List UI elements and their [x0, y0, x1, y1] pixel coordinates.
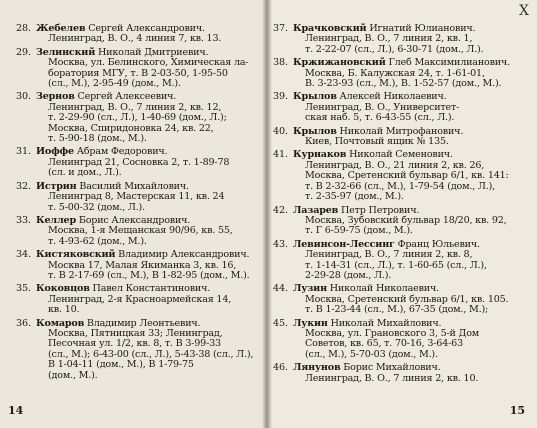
directory-entry: [273, 240, 531, 282]
entry-name: [36, 250, 260, 260]
given-names: Петр Петрович.: [340, 204, 420, 216]
surname: Кистяковский: [36, 249, 116, 261]
given-names: Николай Михайлович.: [330, 317, 442, 329]
entry-number: 46.: [273, 362, 288, 374]
surname: Истрин: [36, 180, 77, 192]
entry-body: [36, 284, 260, 315]
page-number: 14: [8, 404, 24, 417]
given-names: Николай Дмитриевич.: [98, 46, 209, 58]
address-line: Москва, Спиридоновка 24, кв. 22,: [48, 122, 214, 134]
address-line: т. 1-14-31 (сл., Л.), т. 1-60-65 (сл., Л.),: [305, 259, 487, 271]
entry-number: 28.: [16, 23, 31, 34]
entry-number: 45.: [273, 317, 288, 329]
entry-body: [293, 363, 531, 384]
address-line: Ленинград, В. О., 4 линия 7, кв. 13.: [48, 33, 222, 45]
surname: Лазарев: [293, 204, 339, 216]
directory-entry: [273, 319, 531, 361]
directory-entry: [273, 150, 531, 202]
address-line: (сл. и дом., Л.).: [48, 167, 122, 179]
entry-number: 39.: [273, 91, 288, 103]
entry-body: [36, 147, 260, 178]
left-page: [0, 0, 266, 428]
address-line: (сл., М.), 2-95-49 (дом., М.).: [48, 78, 181, 90]
surname: Иоффе: [36, 146, 74, 158]
directory-entry: [16, 319, 260, 381]
surname: Крачковский: [293, 23, 367, 34]
address-line: т. В 2-17-69 (сл., М.), В 1-82-95 (дом., М.).: [48, 269, 250, 281]
address-line: (сл., М.); 6-43-00 (сл., Л.), 5-43-38 (сл., Л.),: [48, 348, 254, 360]
entry-number: 33.: [16, 214, 31, 226]
entry-number: 34.: [16, 249, 31, 261]
surname: Жебелев: [36, 23, 86, 34]
entry-body: [293, 24, 531, 55]
surname: Левинсон-Лессинг: [293, 238, 395, 250]
address-line: (сл., М.), 5-70-03 (дом., М.).: [305, 348, 438, 360]
address-line: Ленинград 8, Мастерская 11, кв. 24: [48, 191, 225, 203]
surname: Зелинский: [36, 46, 96, 58]
given-names: Глеб Максимилианович.: [388, 57, 510, 69]
page-number: 15: [509, 404, 525, 417]
directory-entry: [273, 127, 531, 148]
entry-number: 36.: [16, 317, 31, 329]
address-line: т. В 1-23-44 (сл., М.), 67-35 (дом., М.);: [305, 304, 489, 316]
address-line: т. 5-90-18 (дом., М.).: [48, 133, 147, 145]
entry-body: [293, 284, 531, 315]
entry-list: [16, 24, 260, 381]
surname: Келлер: [36, 214, 76, 226]
directory-entry: [273, 92, 531, 123]
given-names: Владимир Александрович.: [118, 249, 250, 261]
address-line: т. 4-93-62 (дом., М.).: [48, 235, 147, 247]
directory-entry: [16, 250, 260, 281]
entry-body: [36, 182, 260, 213]
entry-number: 35.: [16, 283, 31, 295]
entry-number: 31.: [16, 146, 31, 158]
book-gutter: [262, 0, 272, 428]
entry-body: [36, 319, 260, 381]
directory-entry: [16, 24, 260, 45]
address-line: Ленинград, В. О., 21 линия 2, кв. 26,: [305, 159, 485, 171]
given-names: Владимир Леонтьевич.: [86, 317, 201, 329]
given-names: Борис Александрович.: [78, 214, 191, 226]
entry-body: [293, 150, 531, 202]
address-line: Москва 17, Малая Якиманка 3, кв. 16,: [48, 259, 237, 271]
address-line: Ленинград, В. О., 7 линия 2, кв. 8,: [305, 249, 473, 261]
directory-entry: [273, 363, 531, 384]
given-names: Борис Михайлович.: [343, 362, 441, 374]
given-names: Николай Николаевич.: [329, 283, 439, 295]
entry-body: [36, 216, 260, 247]
address-line: Москва, Сретенский бульвар 6/1, кв. 141:: [305, 170, 509, 182]
entry-body: [293, 92, 531, 123]
address-line: т. 2-22-07 (сл., Л.), 6-30-71 (дом., Л.).: [305, 43, 484, 55]
given-names: Сергей Алексеевич.: [77, 91, 177, 103]
entry-body: [36, 24, 260, 45]
entry-number: 32.: [16, 180, 31, 192]
entry-body: [293, 127, 531, 148]
address-line: Москва, Зубовский бульвар 18/20, кв. 92,: [305, 214, 507, 226]
address-line: т. 2-29-90 (сл., Л.), 1-40-69 (дом., Л.);: [48, 112, 227, 124]
handwritten-mark: X: [519, 3, 529, 19]
given-names: Алексей Николаевич.: [339, 91, 447, 103]
directory-entry: [16, 284, 260, 315]
surname: Курнаков: [293, 149, 347, 161]
address-line: Ленинград 21, Сосновка 2, т. 1-89-78: [48, 156, 230, 168]
given-names: Николай Семенович.: [349, 149, 453, 161]
entry-number: 38.: [273, 57, 288, 69]
address-line: Ленинград, В. О., Университет-: [305, 101, 460, 113]
surname: Кржижановский: [293, 57, 386, 69]
entry-number: 43.: [273, 238, 288, 250]
entry-number: 29.: [16, 46, 31, 58]
entry-body: [293, 319, 531, 361]
given-names: Василий Михайлович.: [79, 180, 189, 192]
entry-number: 42.: [273, 204, 288, 216]
directory-entry: [16, 182, 260, 213]
entry-body: [293, 206, 531, 237]
address-line: Ленинград, В. О., 7 линия 2, кв. 12,: [48, 101, 222, 113]
entry-number: 41.: [273, 149, 288, 161]
directory-entry: [16, 147, 260, 178]
surname: Коковцов: [36, 283, 90, 295]
directory-entry: [273, 206, 531, 237]
address-line: кв. 10.: [48, 304, 80, 316]
surname: Лузин: [293, 283, 327, 295]
directory-entry: [273, 24, 531, 55]
entry-number: 30.: [16, 91, 31, 103]
surname: Комаров: [36, 317, 85, 329]
surname: Крылов: [293, 125, 337, 137]
address-line: т. 5-00-32 (дом., Л.).: [48, 201, 145, 213]
address-line: В 1-04-11 (дом., М.), В 1-79-75: [48, 359, 194, 371]
entry-list: [273, 24, 531, 384]
address-line: ская наб. 5, т. 6-43-55 (сл., Л.).: [305, 112, 455, 124]
given-names: Павел Константинович.: [92, 283, 211, 295]
right-page: [266, 0, 537, 428]
surname: Лянунов: [293, 362, 341, 374]
given-names: Игнатий Юлианович.: [369, 23, 476, 34]
address-line: Ленинград, В. О., 7 линия 2, кв. 10.: [305, 372, 479, 384]
address-line: (дом., М.).: [48, 369, 98, 381]
entry-number: 40.: [273, 125, 288, 137]
given-names: Николай Митрофанович.: [339, 125, 464, 137]
entry-body: [36, 92, 260, 144]
address-line: Ленинград, 2-я Красноармейская 14,: [48, 293, 232, 305]
address-line: Москва, Пятницкая 33; Ленинград,: [48, 327, 223, 339]
given-names: Сергей Александрович.: [88, 23, 205, 34]
address-line: боратория МГУ, т. В 2-03-50, 1-95-50: [48, 67, 228, 79]
directory-entry: [273, 284, 531, 315]
address-line: т. 2-35-97 (дом., М.).: [305, 191, 404, 203]
given-names: Франц Юльевич.: [397, 238, 480, 250]
entry-number: 37.: [273, 23, 288, 34]
address-line: Киев, Почтовый ящик № 135.: [305, 136, 449, 148]
entry-body: [293, 58, 531, 89]
entry-body: [36, 250, 260, 281]
address-line: В. 3-23-93 (сл., М.), В. 1-52-57 (дом., М.).: [305, 78, 502, 90]
address-line: т. Г 6-59-75 (дом., М.).: [305, 225, 413, 237]
address-line: 2-29-28 (дом., Л.).: [305, 269, 392, 281]
given-names: Абрам Федорович.: [76, 146, 168, 158]
directory-entry: [16, 216, 260, 247]
surname: Лукин: [293, 317, 328, 329]
directory-entry: [273, 58, 531, 89]
address-line: т. В 2-32-66 (сл., М.), 1-79-54 (дом., Л.),: [305, 180, 495, 192]
address-line: Москва, ул. Белинского, Химическая ла-: [48, 57, 249, 69]
entry-body: [36, 48, 260, 90]
address-line: Москва, 1-я Мещанская 90/96, кв. 55,: [48, 225, 233, 237]
surname: Зернов: [36, 91, 75, 103]
address-line: Ленинград, В. О., 7 линия 2, кв. 1,: [305, 33, 473, 45]
directory-entry: [16, 48, 260, 90]
directory-entry: [16, 92, 260, 144]
address-line: Москва, ул. Грановского 3, 5-й Дом: [305, 327, 480, 339]
entry-number: 44.: [273, 283, 288, 295]
surname: Крылов: [293, 91, 337, 103]
address-line: Москва, Сретенский бульвар 6/1, кв. 105.: [305, 293, 509, 305]
address-line: Песочная ул. 1/2, кв. 8, т. В 3-99-33: [48, 338, 221, 350]
address-line: Советов, кв. 65, т. 70-16, 3-64-63: [305, 338, 463, 350]
address-line: Москва, Б. Калужская 24, т. 1-61-01,: [305, 67, 485, 79]
entry-body: [293, 240, 531, 282]
